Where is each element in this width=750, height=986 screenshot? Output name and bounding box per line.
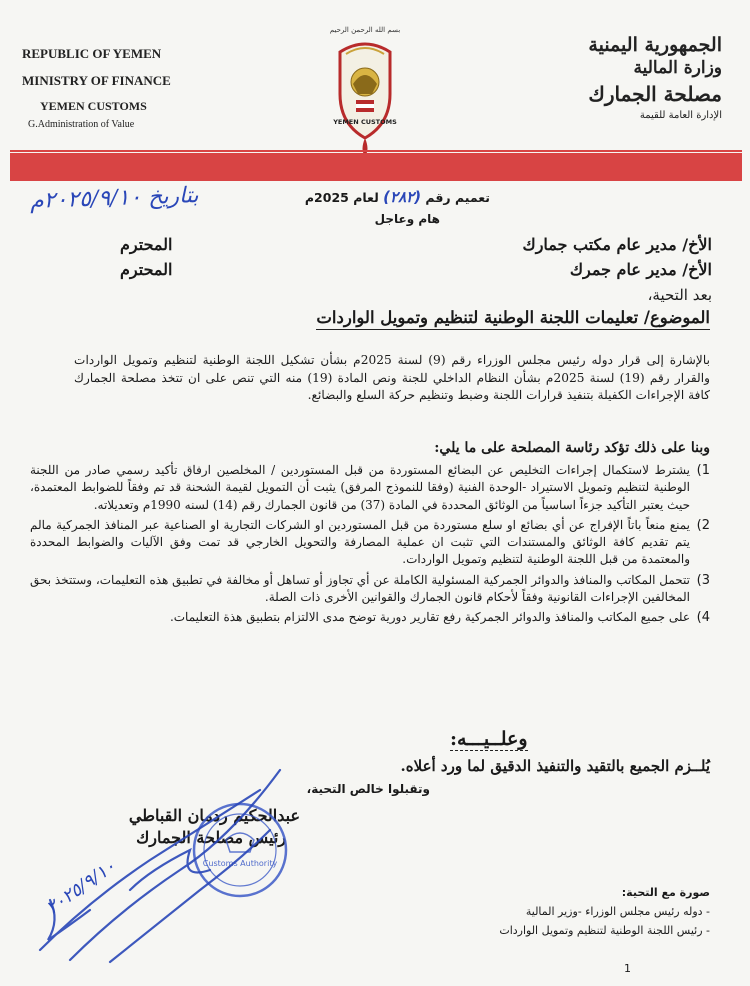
letterhead-ministry: MINISTRY OF FINANCE [22,73,171,88]
item-text: يشترط لاستكمال إجراءات التخليص عن البضائع المستوردة من قبل المستوردين / المخلصين ارفاق تأكيد رسمي صادر من اللجنة الوطنية لتنظيم وتمويل الاستيراد -الوحدة الفنية (وفقا للنموذج المرفق) يثبت أن التمويل لقيمة الشحنة قد تم وفقاً للضوابط المعتمدة، حيث يعتبر التأكيد جزءاً اساسياً من الوثائق المحددة في المادة (37) من قانون الجمارك رقم (14) لسنه 1990م وتعديلاته. [30,463,690,512]
english-letterhead [22,46,222,130]
signatory-name: عبدالحكيم ردمان القباطي [128,806,300,825]
emblem-basmala: بسم الله الرحمن الرحيم [329,26,401,34]
item-text: على جميع المكاتب والمنافذ والدوائر الجمركية رفع تقارير دورية توضح مدى الالتزام بتطبيق هذة التعليمات. [169,610,690,625]
closing-regards: وتقبلوا خالص التحية، [306,782,430,796]
list-item: - رئيس اللجنة الوطنية لتنظيم وتمويل الواردات [410,924,710,937]
recipient-addressee: الأخ/ مدير عام جمرك [569,260,712,279]
letterhead-country: REPUBLIC OF YEMEN [22,46,162,61]
copies-block [410,886,710,937]
list-item [30,572,710,607]
greeting: بعد التحية، [647,286,712,304]
recipient-honorific: المحترم [120,235,173,254]
closing-heading [450,728,528,750]
intro-paragraph: بالإشارة إلى قرار دوله رئيس مجلس الوزراء رقم (9) لسنة 2025م بشأن تشكيل اللجنة الوطنية لتنظيم وتمويل الواردات والقرار رقم (19) لسنة 2025م بشأن النظام الداخلي للجنة ونص المادة (19) منه التي تنص على ان تتخذ مصلحة الجمارك كافة الإجراءات الكفيلة بتنفيذ قرارات اللجنة وضبط وتنظيم حركة السلع والبضائع. [74,353,710,402]
list-item: - دوله رئيس مجلس الوزراء -وزير المالية [410,905,710,918]
item-text: يمنع منعاً باتاً الإفراج عن أي بضائع او سلع مستوردة من قبل المستوردين او الشركات التجارية او الصناعية عبر المنافذ الجمركية مالم يتم تقديم كافة الوثائق والمستندات التي تثبت ان عملية المصارفة والتحويل الخارجي قد تمت وفق الآليات والضوابط المحددة والمعتمدة من قبل اللجنة الوطنية لتنظيم وتمويل الواردات. [30,517,690,567]
item-number: 4) [696,610,710,626]
letterhead-department-ar: الإدارة العامة للقيمة [639,110,722,121]
recipient-honorific: المحترم [120,260,173,279]
urgency-label: هام وعاجل [374,212,440,226]
recipient-row [120,257,712,282]
page-number: 1 [624,962,631,975]
circular-reference [230,188,490,206]
letterhead-authority-ar: مصلحة الجمارك [588,82,722,106]
handwritten-signature-icon [30,750,320,970]
subject-text: الموضوع/ تعليمات اللجنة الوطنية لتنظيم وتمويل الواردات [316,308,710,330]
signatory-title: رئيس مصلحة الجمارك [136,828,286,847]
letterhead-country-ar: الجمهورية اليمنية [588,34,722,56]
subject-line [160,308,710,327]
header-red-band [10,153,742,181]
letterhead-authority: YEMEN CUSTOMS [40,99,147,113]
copies-list [410,905,710,937]
list-item [30,462,710,514]
item-text: تتحمل المكاتب والمنافذ والدوائر الجمركية المسئولية الكاملة عن أي تجاوز أو تساهل أو مخالفة في تطبيق هذه التعليمات، وستتخذ بحق المخالفين الإجراءات القانونية وفقاً لأحكام قانون الجمارك والقوانين الأخرى ذات الصلة. [30,572,690,605]
copies-heading: صورة مع التحية: [621,886,710,899]
letterhead-ministry-ar: وزارة المالية [633,58,722,78]
list-item [30,609,710,626]
recipients-block [120,232,712,282]
signature-date: ٢٠٢٥/٩/١٠ [42,855,120,919]
stamp-text: Customs Authority [202,859,278,868]
directives-lead: وبنا على ذلك تؤكد رئاسة المصلحة على ما يلي: [434,440,710,456]
item-number: 1) [696,463,710,478]
emblem-caption: YEMEN CUSTOMS [333,118,397,126]
directives-list [30,462,710,630]
circular-label: تعميم رقم [425,190,490,205]
circular-number: (٢٨٢) [383,188,422,206]
item-number: 2) [696,517,710,533]
closing-obligation: يُلــزم الجميع بالتقيد والتنفيذ الدقيق لما ورد أعلاه. [400,757,710,775]
closing-heading-text: وعلــيـــه: [450,728,528,750]
circular-year: لعام 2025م [304,190,379,205]
arabic-letterhead [552,34,722,121]
item-number: 3) [696,572,710,588]
letterhead-department: G.Administration of Value [28,119,135,130]
recipient-addressee: الأخ/ مدير عام مكتب جمارك [522,235,712,254]
recipient-row [120,232,712,257]
handwritten-date: بتاريخ ٢٠٢٥/٩/١٠م [29,183,199,214]
list-item [30,517,710,569]
customs-emblem-icon [320,22,410,162]
